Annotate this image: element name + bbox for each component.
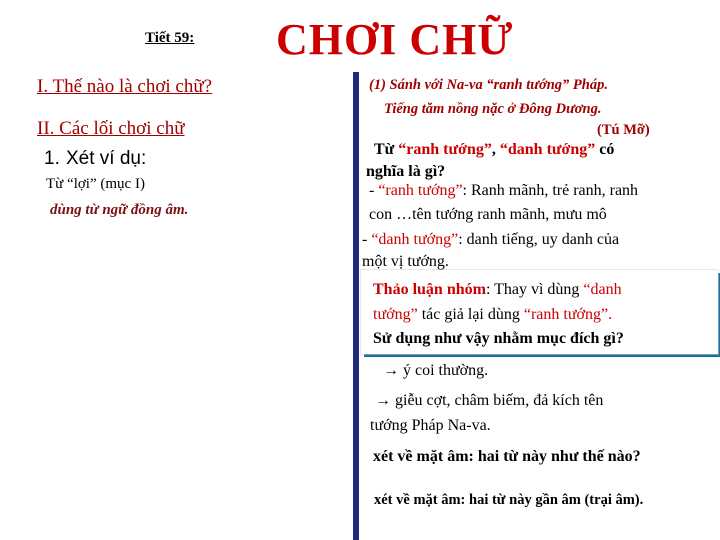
discussion-text (373, 278, 624, 352)
discussion-question: Sử dụng như vậy nhằm mục đích gì? (373, 330, 624, 347)
example-heading (44, 148, 146, 170)
definition-term: “danh tướng” (371, 231, 459, 248)
section-1-heading: I. Thế nào là chơi chữ? (37, 76, 213, 97)
definition-text: : danh tiếng, uy danh của (458, 231, 620, 248)
arrow-right-icon: → (383, 362, 403, 379)
definition-danh-tuong-cont: một vị tướng. (362, 253, 449, 270)
question-term-ranh-tuong: “ranh tướng” (398, 141, 492, 158)
arrow-right-icon: → (375, 392, 395, 409)
answer-2 (375, 392, 603, 410)
question-term-danh-tuong: “danh tướng” (499, 141, 596, 158)
discussion-term-1: “danh (583, 281, 622, 298)
definition-danh-tuong (362, 231, 619, 249)
definition-ranh-tuong (369, 182, 638, 200)
definition-ranh-tuong-cont: con …tên tướng ranh mãnh, mưu mô (369, 206, 607, 223)
answer-1 (383, 362, 488, 380)
example-note: dùng từ ngữ đồng âm. (50, 202, 189, 218)
discussion-term-2: “ranh tướng”. (523, 305, 613, 323)
question-prefix: Từ (374, 141, 399, 158)
discussion-box (361, 270, 718, 354)
definition-dash: - (369, 182, 379, 199)
quote-author: (Tú Mỡ) (597, 122, 650, 138)
discussion-text-1: : Thay vì dùng (485, 281, 584, 298)
discussion-term-1b: tướng” (373, 305, 418, 323)
quote-line-1: (1) Sánh với Na-va “ranh tướng” Pháp. (369, 77, 608, 93)
question-comma: , (491, 141, 500, 158)
answer-1-text: ý coi thường. (403, 362, 489, 379)
section-2-heading: II. Các lối chơi chữ (37, 118, 185, 139)
definition-dash: - (362, 231, 372, 248)
page-title: CHƠI CHỮ (276, 15, 514, 64)
answer-2-text: giễu cợt, châm biếm, đả kích tên (395, 392, 604, 409)
discussion-label: Thảo luận nhóm (373, 281, 486, 298)
definition-term: “ranh tướng” (378, 182, 463, 199)
quote-line-2: Tiếng tăm nồng nặc ở Đông Dương. (384, 101, 602, 117)
lesson-label: Tiết 59: (145, 30, 195, 46)
discussion-text-2: tác giả lại dùng (417, 305, 524, 323)
sound-answer: xét về mặt âm: hai từ này gần âm (trại âm). (374, 492, 644, 508)
question-line-2: nghĩa là gì? (366, 163, 446, 180)
column-divider (353, 72, 359, 540)
question-suffix: có (595, 141, 615, 158)
question-line-1 (374, 141, 614, 159)
example-heading-text: Xét ví dụ: (66, 148, 147, 169)
definition-text: : Ranh mãnh, trẻ ranh, ranh (462, 182, 639, 199)
sound-question: xét về mặt âm: hai từ này như thế nào? (373, 448, 641, 465)
example-item: Từ “lợi” (mục I) (46, 176, 145, 192)
answer-2-cont: tướng Pháp Na-va. (370, 417, 491, 434)
example-number: 1. (44, 148, 60, 169)
